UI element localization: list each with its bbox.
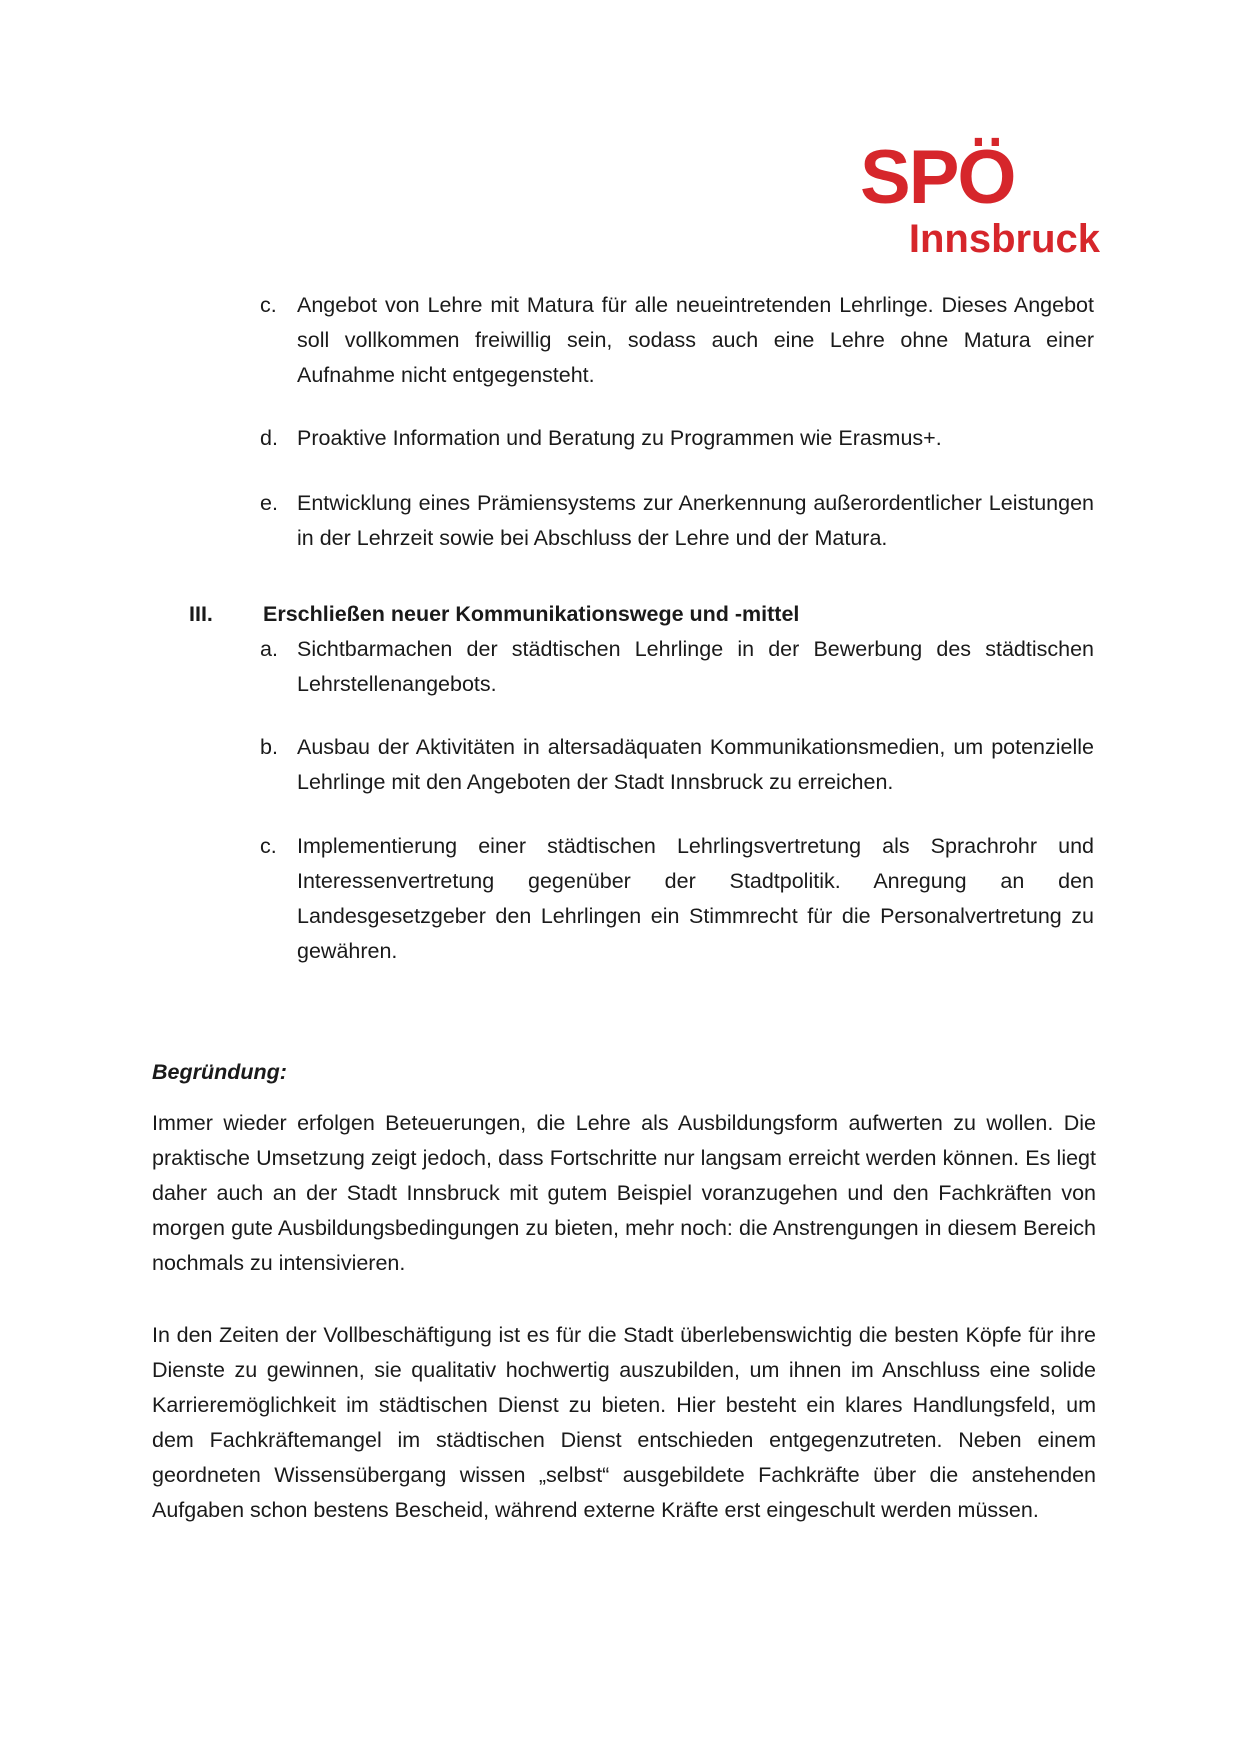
section-title: Erschließen neuer Kommunikationswege und -mittel (263, 602, 800, 626)
logo-main-text: SPÖ (860, 135, 1015, 220)
logo-sub-text: Innsbruck (908, 217, 1100, 261)
list-item-text: Entwicklung eines Prämiensystems zur Anerkennung außerordentlicher Leistungen in der Lehrzeit sowie bei Abschluss der Lehre und der Matura. (297, 491, 1094, 550)
list-item-text: Ausbau der Aktivitäten in altersadäquaten Kommunikationsmedien, um potenzielle Lehrlinge mit den Angeboten der Stadt Innsbruck zu erreichen. (297, 735, 1094, 794)
begruendung-label: Begründung: (152, 1060, 287, 1084)
list-item-text: Angebot von Lehre mit Matura für alle neueintretenden Lehrlinge. Dieses Angebot soll vollkommen freiwillig sein, sodass auch eine Lehre ohne Matura einer Aufnahme nicht entgegensteht. (297, 293, 1094, 387)
list-marker: c. (260, 293, 277, 317)
list-marker: a. (260, 637, 278, 661)
list-item-text: Implementierung einer städtischen Lehrlingsvertretung als Sprachrohr und Interessenvertretung gegenüber der Stadtpolitik. Anregung an den Landesgesetzgeber den Lehrlingen ein Stimmrecht für die Personalvertretung zu gewähren. (297, 834, 1094, 963)
section-numeral: III. (189, 602, 213, 626)
list-item-text: Sichtbarmachen der städtischen Lehrlinge in der Bewerbung des städtischen Lehrstellenangebots. (297, 637, 1094, 696)
body-paragraph: Immer wieder erfolgen Beteuerungen, die Lehre als Ausbildungsform aufwerten zu wollen. Die praktische Umsetzung zeigt jedoch, dass Fortschritte nur langsam erreicht werden können. Es liegt daher auch an der Stadt Innsbruck mit gutem Beispiel voranzugehen und den Fachkräften von morgen gute Ausbildungsbedingungen zu bieten, mehr noch: die Anstrengungen in diesem Bereich nochmals zu intensivieren. (152, 1111, 1096, 1275)
list-marker: b. (260, 735, 278, 759)
list-marker: c. (260, 834, 277, 858)
list-marker: d. (260, 426, 278, 450)
body-paragraph: In den Zeiten der Vollbeschäftigung ist es für die Stadt überlebenswichtig die besten Köpfe für ihre Dienste zu gewinnen, sie qualitativ hochwertig auszubilden, um ihnen im Anschluss eine solide Karrieremöglichkeit im städtischen Dienst zu bieten. Hier besteht ein klares Handlungsfeld, um dem Fachkräftemangel im städtischen Dienst entschieden entgegenzutreten. Neben einem geordneten Wissensübergang wissen „selbst“ ausgebildete Fachkräfte über die anstehenden Aufgaben schon bestens Bescheid, während externe Kräfte erst eingeschult werden müssen. (152, 1323, 1096, 1522)
spoe-innsbruck-logo (860, 135, 1100, 261)
list-item-text: Proaktive Information und Beratung zu Programmen wie Erasmus+. (297, 426, 942, 450)
list-marker: e. (260, 491, 278, 515)
